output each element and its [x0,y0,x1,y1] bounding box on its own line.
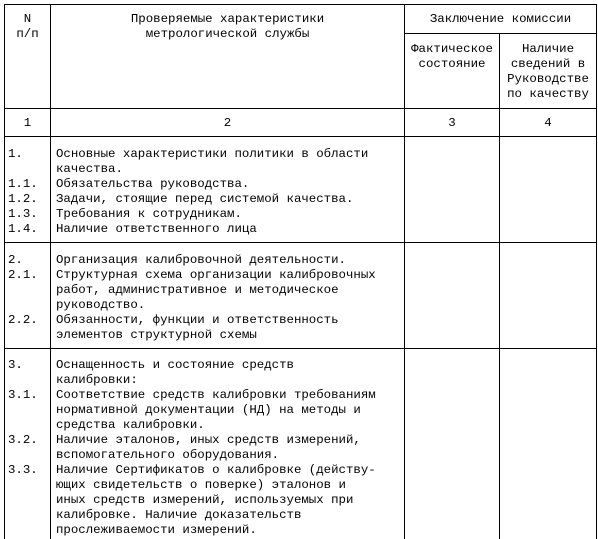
table-border-left [4,4,5,539]
section-2-numbers: 2. 2.1. 2.2. [8,253,38,327]
section-1-text: Основные характеристики политики в области качества. Обязательства руководства. Задачи, стоящие перед системой качества. Требования к сотрудникам. Наличие ответственного лица [56,147,369,236]
header-characteristics-label: Проверяемые характеристики метрологической службы [130,12,325,41]
section-3-numbers: 3. 3.1. 3.2. 3.3. [8,358,38,477]
header-bottom-divider [4,108,597,109]
header-actual-state-label: Фактическое состояние [411,42,493,71]
commission-subheader-divider [404,33,597,34]
header-number-label: N п/п [16,12,39,41]
column-number-2: 2 [223,116,232,130]
section-2-text: Организация калибровочной деятельности. Структурная схема организации калибровочных работ, административное и методическое руководство. Обязанности, функции и ответственность элементов структурной схемы [56,253,376,342]
column-number-1: 1 [23,116,32,130]
column-number-3: 3 [448,116,456,130]
section-1-numbers: 1. 1.1. 1.2. 1.3. 1.4. [8,147,38,236]
section-3-text: Оснащенность и состояние средств калибровки: Соответствие средств калибровки требованиям нормативной документации (НД) на методы и средства калибровки. Наличие эталонов, иных средств измерений, вспомогательного оборудования. Наличие Сертификатов о калибровке (действу- ющих свидетельств о поверке) эталонов и иных средств измерений, используемых при калибровке. Наличие доказательств прослеживаемости измерений. [56,358,376,537]
column-divider-2 [404,4,405,539]
number-row-divider [4,136,597,137]
header-manual-info-label: Наличие сведений в Руководстве по качеству [507,42,589,101]
header-commission-label: Заключение комиссии [429,12,572,26]
column-number-4: 4 [544,116,552,130]
column-divider-1 [50,4,51,539]
section-divider-1 [4,242,597,243]
table-border-top [4,4,597,5]
section-divider-2 [4,348,597,349]
table-border-right [596,4,597,539]
